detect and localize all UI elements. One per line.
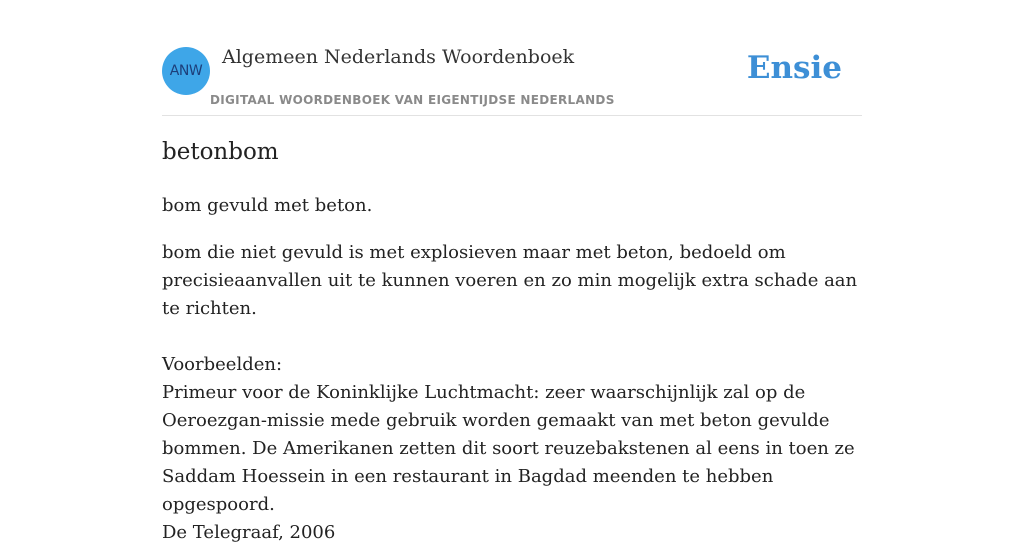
logo-text: ANW — [169, 63, 203, 79]
short-definition: bom gevuld met beton. — [162, 195, 373, 216]
anw-logo[interactable] — [162, 47, 210, 95]
example-text: Primeur voor de Koninklijke Luchtmacht: zeer waarschijnlijk zal op de Oeroezgan-missie mede gebruik worden gemaakt van met beton gevulde bommen. De Amerikanen zetten dit soort reuzebakstenen al eens in toen ze Saddam Hoessein in een restaurant in Bagdad meenden te hebben opgespoord. — [162, 382, 855, 515]
ensie-brand-link[interactable]: Ensie — [746, 50, 842, 86]
example-source: De Telegraaf, 2006 — [162, 522, 336, 543]
site-subtitle: DIGITAAL WOORDENBOEK VAN EIGENTIJDSE NEDERLANDS — [210, 93, 615, 107]
page-container — [162, 0, 862, 543]
long-definition: bom die niet gevuld is met explosieven maar met beton, bedoeld om precisieaanvallen uit te kunnen voeren en zo min mogelijk extra schade aan te richten. — [162, 242, 858, 319]
entry-headword: betonbom — [162, 139, 279, 165]
examples-section — [162, 351, 862, 547]
site-header — [162, 0, 862, 116]
examples-label: Voorbeelden: — [162, 354, 283, 375]
site-title[interactable]: Algemeen Nederlands Woordenboek — [222, 46, 575, 68]
